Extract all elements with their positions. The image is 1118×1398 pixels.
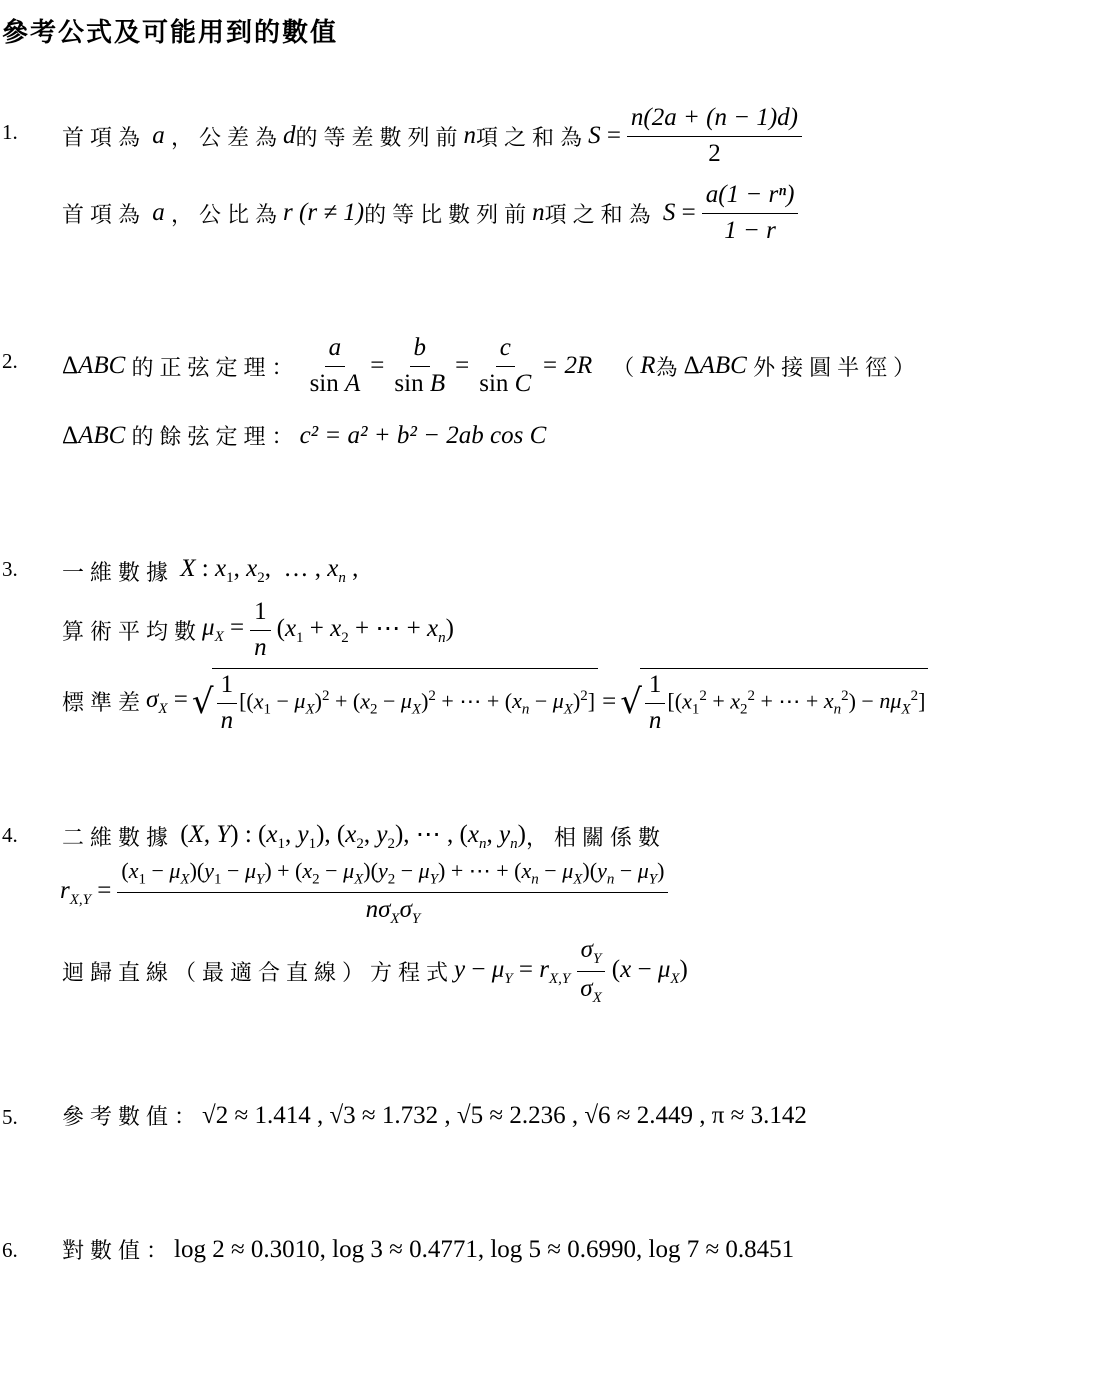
two-dim-data: 二維數據 (X, Y) : ($x_1$, $y_1$), ($x_2$, $y_2$), ⋯ , ($x_n$, $y_n$) ，相關係數	[62, 821, 666, 852]
reference-values: 參考數值： √2 ≈ 1.414 , √3 ≈ 1.732 , √5 ≈ 2.236 , √6 ≈ 2.449 , π ≈ 3.142	[62, 1101, 807, 1130]
item-number-3: 3.	[2, 557, 18, 581]
log-values: 對數值： log 2 ≈ 0.3010, log 3 ≈ 0.4771, log 5 ≈ 0.6990, log 7 ≈ 0.8451	[62, 1235, 795, 1264]
regression-line: 迴歸直線（最適合直線）方程式 $y - \mu_Y = r_{X,Y}$ $\frac{\sigma_Y}{\sigma_X}$ $(x - \mu_X)$	[62, 936, 688, 1007]
arithmetic-sum-fraction: $\frac{n(2a + (n - 1)d)}{2}$	[627, 104, 802, 169]
standard-deviation: 標準差 $\sigma_X$ = √ $\frac{1}{n}$ [$(x_1 - \mu_X)^2 + (x_2 - \mu_X)^2$ + ⋯ + $(x_n - \mu_X)^2$] = √ $\frac{1}{n}$ [($x_1^2 + x_2^2$ + ⋯ + $x_n^2) - n\mu_X^2$]	[62, 668, 932, 736]
arithmetic-series-formula: 首項為 a ，公差為 d 的等差數列前 n 項之和為 S = $\frac{n(2a + (n - 1)d)}{2}$	[62, 104, 808, 169]
page-title: 參考公式及可能用到的數值	[2, 18, 339, 48]
geometric-sum-fraction: $\frac{\text{a(1 − rⁿ)}}{1 - r}$	[702, 181, 799, 246]
correlation-coefficient: $r_{X,Y}$ = $(x_1 - \mu_X)(y_1 - \mu_Y) + (x_2 - \mu_X)(y_2 - \mu_Y)$ + ⋯ + $(x_n - \mu_X)(y_n - \mu_Y)$ $n\sigma_X\sigma_Y$	[60, 858, 674, 928]
one-dim-data: 一維數據 X : $x_1$, $x_2$, … , $x_n$ ,	[62, 555, 359, 586]
geometric-series-formula: 首項為 a ，公比為 r (r ≠ 1) 的等比數列前 n 項之和為 S = $\frac{\text{a(1 − rⁿ)}}{1 - r}$	[62, 181, 804, 246]
item-number-4: 4.	[2, 823, 18, 847]
item-number-2: 2.	[2, 349, 18, 373]
arithmetic-mean: 算術平均數 $\mu_X$ = $\frac{1}{n}$ ($x_1 + x_2$ + ⋯ + $x_n$)	[62, 598, 454, 661]
item-number-6: 6.	[2, 1238, 18, 1262]
item-number-5: 5.	[2, 1105, 18, 1129]
sine-law: ΔABC 的正弦定理： $\frac{a}{\text{sin A}}$ = $\frac{b}{\text{sin B}}$ = $\frac{c}{\text{sin C}}$ = 2R （ R 為 ΔABC 外接圓半徑）	[62, 334, 922, 397]
item-number-1: 1.	[2, 120, 18, 144]
cosine-law: ΔABC 的餘弦定理： c² = a² + b² − 2ab cos C	[62, 421, 547, 450]
